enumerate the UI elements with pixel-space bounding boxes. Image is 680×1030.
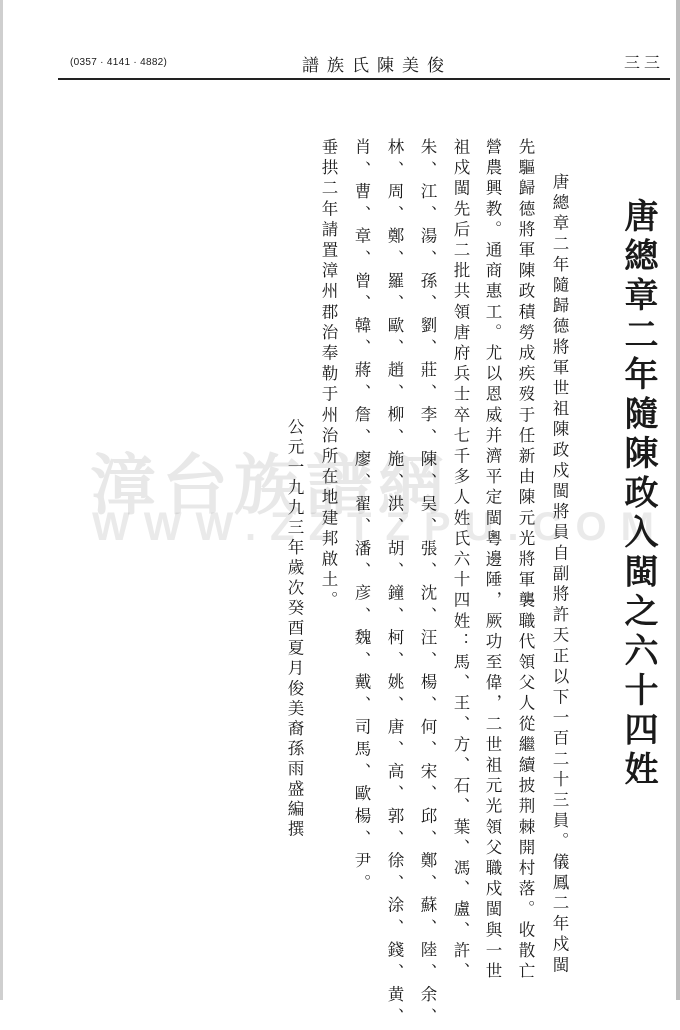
running-title: 譜族氏陳美俊: [302, 56, 452, 76]
phone-number: (0357 · 4141 · 4882): [70, 57, 168, 68]
body-column-6: 林、周、鄭、羅、歐、趙、柳、施、洪、胡、鐘、柯、姚、唐、高、郭、徐、涂、錢、黄、: [385, 138, 404, 1030]
body-column-2: 先驅歸德將軍陳政積勞成疾歿于任新由陳元光將軍襲職代領父人從繼續披荆棘開村落。收散亡: [516, 138, 535, 983]
watermark-text: 漳台族譜網: [90, 446, 450, 524]
header-rule: [58, 78, 670, 80]
body-column-3: 營農興教。通商惠工。尤以恩威并濟平定閩粵邊陲，厥功至偉，二世祖元光領父職戍閩與一世: [483, 138, 502, 983]
body-column-7: 肖、曹、章、曾、韓、蔣、詹、廖、翟、潘、彦、魏、戴、司馬、歐楊、尹。: [352, 138, 371, 897]
body-column-5: 朱、江、湯、孫、劉、莊、李、陳、吴、張、沈、汪、楊、何、宋、邱、鄭、蘇、陸、余、: [418, 138, 437, 1030]
signature: 公元一九九三年歲次癸酉夏月俊美裔孫雨盛編撰: [285, 418, 304, 841]
page-title: 唐總章二年隨陳政入閩之六十四姓: [618, 198, 658, 791]
page-number: 三三: [624, 53, 665, 72]
body-column-4: 祖戍閩先后二批共領唐府兵士卒七千多人姓氏六十四姓：馬、王、方、石、葉、馮、盧、許、: [451, 138, 470, 983]
watermark-url: WWW.ZZTZPU.COM: [92, 505, 668, 549]
body-column-8: 垂拱二年請置漳州郡治奉勒于州治所在地建邦啟土。: [319, 138, 338, 612]
body-column-1: 唐總章二年隨歸德將軍世祖陳政戍閩將員自副將許天正以下一百二十三員。儀鳳二年戍閩: [550, 173, 569, 977]
